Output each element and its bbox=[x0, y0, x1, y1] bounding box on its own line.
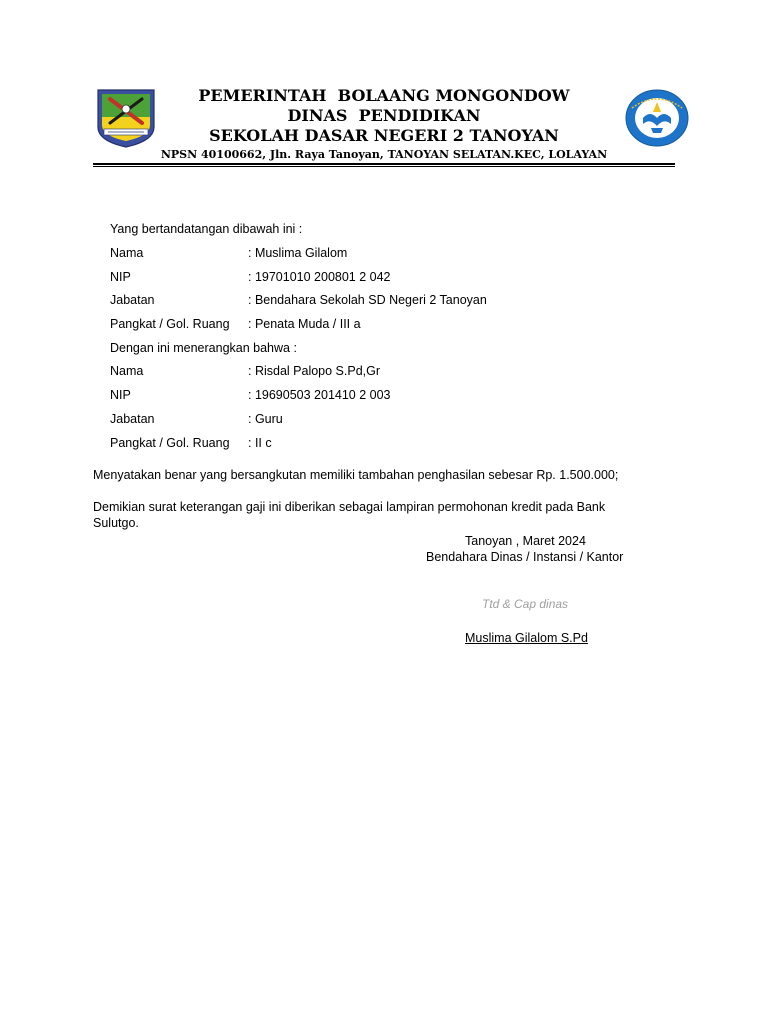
intro-text: Yang bertandatangan dibawah ini : bbox=[110, 222, 303, 236]
field-label: NIP bbox=[110, 270, 131, 284]
letterhead-department: DINAS PENDIDIKAN bbox=[287, 106, 481, 125]
tut-wuri-handayani-logo bbox=[624, 88, 690, 148]
place-date: Tanoyan , Maret 2024 bbox=[465, 534, 586, 548]
stamp-note: Ttd & Cap dinas bbox=[482, 597, 569, 611]
signer-role: Bendahara Dinas / Instansi / Kantor bbox=[426, 550, 624, 564]
letterhead-divider-thin bbox=[93, 166, 675, 167]
bolaang-mongondow-crest-logo bbox=[96, 87, 156, 149]
field-value: : Guru bbox=[248, 412, 283, 426]
signer-name: Muslima Gilalom S.Pd bbox=[465, 631, 588, 645]
income-statement: Menyatakan benar yang bersangkutan memiliki tambahan penghasilan sebesar Rp. 1.500.000; bbox=[93, 468, 619, 482]
field-label: Jabatan bbox=[110, 412, 155, 426]
field-value: : Bendahara Sekolah SD Negeri 2 Tanoyan bbox=[248, 293, 487, 307]
field-label: Jabatan bbox=[110, 293, 155, 307]
field-label: Pangkat / Gol. Ruang bbox=[110, 436, 230, 450]
declaration-text: Dengan ini menerangkan bahwa : bbox=[110, 341, 297, 355]
letterhead-government: PEMERINTAH BOLAANG MONGONDOW bbox=[198, 86, 570, 105]
field-value: : Penata Muda / III a bbox=[248, 317, 361, 331]
field-value: : 19701010 200801 2 042 bbox=[248, 270, 391, 284]
field-value: : 19690503 201410 2 003 bbox=[248, 388, 391, 402]
field-value: : Risdal Palopo S.Pd,Gr bbox=[248, 364, 381, 378]
closing-paragraph: Demikian surat keterangan gaji ini diberikan sebagai lampiran permohonan kredit pada Bank Sulutgo. bbox=[93, 500, 606, 530]
field-value: : II c bbox=[248, 436, 272, 450]
field-label: Nama bbox=[110, 364, 144, 378]
letterhead bbox=[150, 86, 618, 162]
field-label: Pangkat / Gol. Ruang bbox=[110, 317, 230, 331]
letterhead-address: NPSN 40100662, Jln. Raya Tanoyan, TANOYAN SELATAN.KEC, LOLAYAN bbox=[160, 148, 608, 161]
letterhead-divider-thick bbox=[93, 163, 675, 165]
field-label: NIP bbox=[110, 388, 131, 402]
field-label: Nama bbox=[110, 246, 144, 260]
field-value: : Muslima Gilalom bbox=[248, 246, 348, 260]
letterhead-school: SEKOLAH DASAR NEGERI 2 TANOYAN bbox=[209, 126, 559, 145]
